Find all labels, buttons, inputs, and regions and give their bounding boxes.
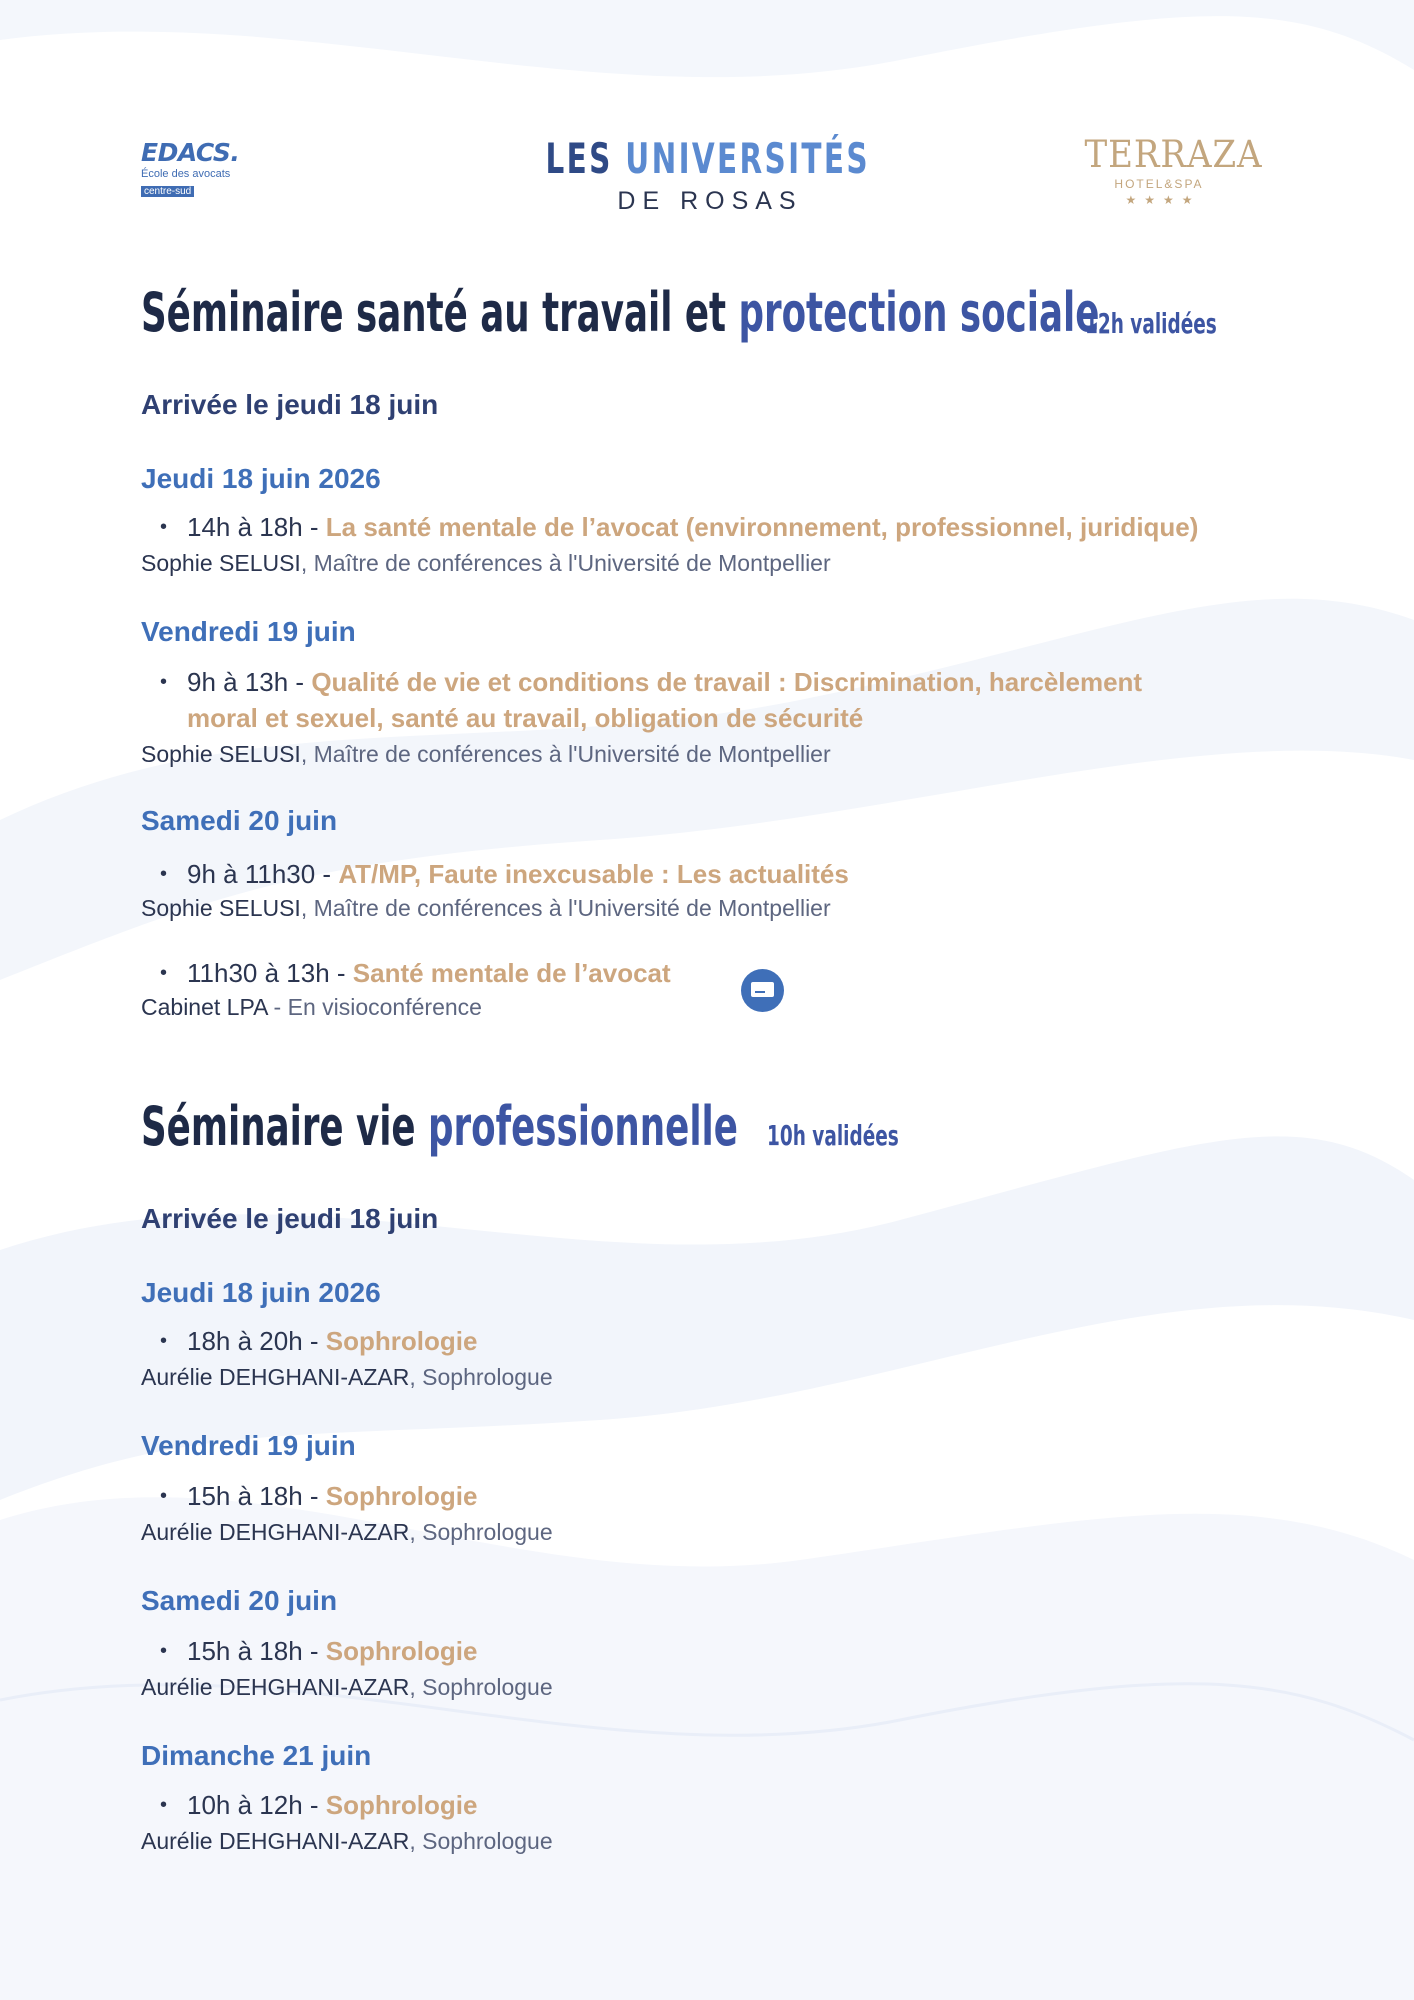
session-topic: AT/MP, Faute inexcusable : Les actualités [338, 859, 849, 889]
session-speaker [141, 1362, 553, 1392]
day-heading: Jeudi 18 juin 2026 [141, 1277, 381, 1308]
speaker-role: , Sophrologue [409, 1828, 553, 1854]
session-speaker [141, 1517, 553, 1547]
speaker-name: Aurélie DEHGHANI-AZAR [141, 1519, 410, 1545]
bullet-icon: • [160, 1485, 168, 1507]
day-heading: Dimanche 21 juin [141, 1740, 372, 1771]
session-speaker [141, 893, 831, 923]
day-heading: Samedi 20 juin [141, 805, 338, 836]
speaker-name: Sophie SELUSI [141, 741, 301, 767]
day-heading: Vendredi 19 juin [141, 616, 356, 647]
universites-logo-subtitle: DE ROSAS [617, 187, 803, 215]
session-topic: Qualité de vie et conditions de travail : Discrimination, harcèlement moral et sexuel, santé au travail, obligation de sécurité [187, 667, 1143, 733]
session-speaker [141, 1672, 553, 1702]
validated-hours: 12h validées [1085, 307, 1217, 340]
bullet-icon: • [160, 671, 168, 693]
seminar-title-part: Séminaire santé au travail et [141, 281, 727, 344]
day-heading: Jeudi 18 juin 2026 [141, 463, 381, 494]
session-topic: Sophrologie [325, 1481, 478, 1511]
validated-hours: 10h validées [767, 1119, 899, 1152]
speaker-role: , Sophrologue [409, 1674, 553, 1700]
bullet-icon: • [160, 1330, 168, 1352]
universites-logo-universites: UNIVERSITÉS [625, 134, 870, 183]
speaker-name: Aurélie DEHGHANI-AZAR [141, 1674, 410, 1700]
session-speaker [141, 739, 831, 769]
universites-logo-les: LES [545, 134, 613, 183]
terraza-logo-name: TERRAZA [1084, 133, 1263, 176]
speaker-role: , Maître de conférences à l'Université de Montpellier [300, 741, 831, 767]
seminar-title-highlight: professionnelle [428, 1095, 738, 1158]
session-item [160, 509, 1260, 545]
session-item [160, 1478, 1260, 1514]
session-time: 11h30 à 13h - [187, 958, 353, 988]
session-time: 14h à 18h - [187, 512, 326, 542]
bullet-icon: • [160, 1640, 168, 1662]
speaker-name: Aurélie DEHGHANI-AZAR [141, 1364, 410, 1390]
session-topic: Santé mentale de l’avocat [352, 958, 671, 988]
terraza-stars-icon: ★★★★ [1125, 193, 1201, 207]
seminar-title [141, 280, 1099, 346]
seminar-title-highlight: protection sociale [738, 281, 1100, 344]
day-heading: Samedi 20 juin [141, 1585, 338, 1616]
session-item [160, 1787, 1260, 1823]
universites-logo-title [546, 132, 869, 186]
session-item [160, 1633, 1260, 1669]
speaker-name: Aurélie DEHGHANI-AZAR [141, 1828, 410, 1854]
bullet-icon: • [160, 863, 168, 885]
edacs-logo-name: EDACS. [141, 138, 240, 167]
speaker-role: , Sophrologue [409, 1364, 553, 1390]
seminar-title [141, 1094, 738, 1160]
session-speaker [141, 548, 831, 578]
universites-logo [500, 132, 914, 216]
session-speaker [141, 992, 482, 1022]
bullet-icon: • [160, 516, 168, 538]
edacs-logo-tag: centre-sud [141, 186, 194, 197]
speaker-role: , Maître de conférences à l'Université de Montpellier [300, 550, 831, 576]
speaker-name: Sophie SELUSI [141, 895, 301, 921]
session-time: 9h à 13h - [187, 667, 312, 697]
session-item [160, 955, 1260, 991]
session-speaker [141, 1826, 553, 1856]
terraza-logo [1078, 133, 1263, 208]
speaker-name: Cabinet LPA [141, 994, 268, 1020]
speaker-name: Sophie SELUSI [141, 550, 301, 576]
bullet-icon: • [160, 962, 168, 984]
arrival-date: Arrivée le jeudi 18 juin [141, 1203, 439, 1234]
seminar-title-part: Séminaire vie [141, 1095, 416, 1158]
bullet-icon: • [160, 1794, 168, 1816]
session-time: 18h à 20h - [187, 1326, 326, 1356]
session-item [160, 664, 1220, 736]
session-topic: La santé mentale de l’avocat (environnement, professionnel, juridique) [325, 512, 1199, 542]
day-heading: Vendredi 19 juin [141, 1430, 356, 1461]
session-topic: Sophrologie [325, 1636, 478, 1666]
arrival-date: Arrivée le jeudi 18 juin [141, 389, 439, 420]
session-time: 9h à 11h30 - [187, 859, 339, 889]
terraza-logo-subtitle: HOTEL&SPA [1114, 177, 1204, 191]
session-topic: Sophrologie [325, 1790, 478, 1820]
edacs-logo [141, 138, 301, 199]
edacs-logo-subtitle: École des avocats [141, 168, 231, 180]
session-topic: Sophrologie [325, 1326, 478, 1356]
session-time: 15h à 18h - [187, 1481, 326, 1511]
speaker-role: , Sophrologue [409, 1519, 553, 1545]
session-item [160, 1323, 1260, 1359]
speaker-role: - En visioconférence [267, 994, 482, 1020]
session-time: 10h à 12h - [187, 1790, 326, 1820]
session-time: 15h à 18h - [187, 1636, 326, 1666]
session-item [160, 856, 1260, 892]
speaker-role: , Maître de conférences à l'Université de Montpellier [300, 895, 831, 921]
video-conference-icon [741, 969, 784, 1012]
